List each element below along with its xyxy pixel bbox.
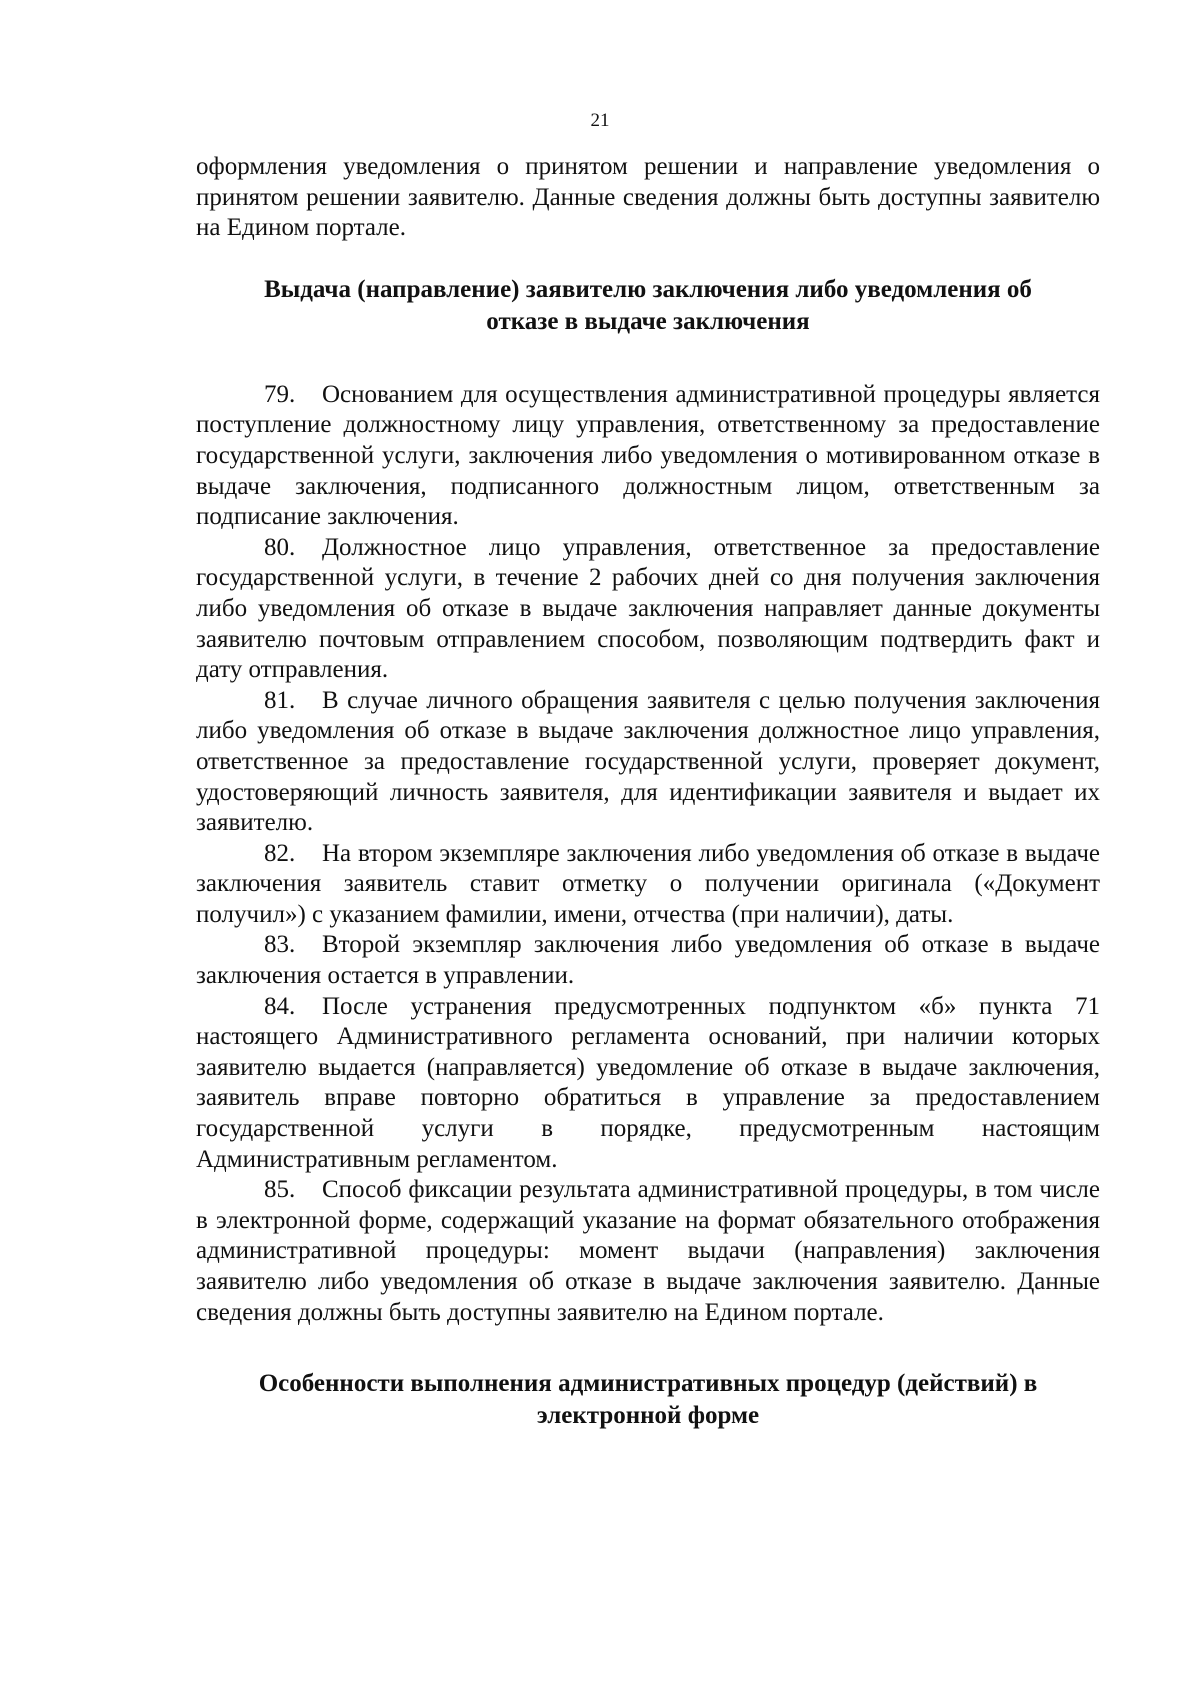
- paragraph-81: [196, 686, 1100, 839]
- paragraph-text: Способ фиксации результата административной процедуры, в том числе в электронной форме, содержащий указание на формат обязательного отображения административной процедуры: момент выдачи (направления) заключения заявителю либо уведомления об отказе в выдаче заключения заявителю. Данные сведения должны быть доступны заявителю на Едином портале.: [196, 1176, 1100, 1326]
- paragraph-number: 83.: [264, 931, 296, 959]
- paragraph-85: [196, 1175, 1100, 1328]
- paragraph-number: 80.: [264, 533, 296, 561]
- intro-paragraph: оформления уведомления о принятом решении и направление уведомления о принятом решении заявителю. Данные сведения должны быть доступны заявителю на Едином портале.: [196, 153, 1100, 242]
- page-number: 21: [590, 110, 610, 131]
- document-body: [196, 152, 1100, 1432]
- paragraph-text: Должностное лицо управления, ответственное за предоставление государственной услуги, в течение 2 рабочих дней со дня получения заключения либо уведомления об отказе в выдаче заключения направляет данные документы заявителю почтовым отправлением способом, позволяющим подтвердить факт и дату отправления.: [196, 533, 1100, 684]
- paragraph-text: Основанием для осуществления административной процедуры является поступление должностному лицу управления, ответственному за предоставление государственной услуги, заключения либо уведомления о мотивированном отказе в выдаче заключения, подписанного должностным лицом, ответственным за подписание заключения.: [196, 380, 1100, 531]
- paragraph-80: [196, 533, 1100, 686]
- paragraph-number: 82.: [264, 839, 296, 867]
- paragraph-number: 84.: [264, 992, 296, 1020]
- paragraph-number: 79.: [264, 380, 296, 408]
- paragraph-text: Второй экземпляр заключения либо уведомления об отказе в выдаче заключения остается в управлении.: [196, 931, 1100, 990]
- paragraph-79: [196, 380, 1100, 533]
- section-heading-issuance-line-2: отказе в выдаче заключения: [486, 307, 810, 335]
- paragraph-text: После устранения предусмотренных подпунктом «б» пункта 71 настоящего Административного регламента оснований, при наличии которых заявителю выдается (направляется) уведомление об отказе в выдаче заключения, заявитель вправе повторно обратиться в управление за предоставлением государственной услуги в порядке, предусмотренным настоящим Административным регламентом.: [196, 992, 1100, 1173]
- section-heading-electronic-line-2: электронной форме: [536, 1402, 760, 1430]
- paragraph-text: В случае личного обращения заявителя с целью получения заключения либо уведомления об отказе в выдаче заключения должностное лицо управления, ответственное за предоставление государственной услуги, проверяет документ, удостоверяющий личность заявителя, для идентификации заявителя и выдает их заявителю.: [196, 686, 1100, 837]
- paragraph-83: [196, 930, 1100, 991]
- paragraph-number: 81.: [264, 686, 296, 714]
- section-heading-issuance-line-1: Выдача (направление) заявителю заключения либо уведомления об: [264, 275, 1032, 303]
- section-heading-issuance: [196, 274, 1100, 338]
- paragraph-84: [196, 992, 1100, 1176]
- section-heading-electronic: [196, 1368, 1100, 1432]
- paragraph-number: 85.: [264, 1176, 296, 1204]
- section-heading-electronic-line-1: Особенности выполнения административных процедур (действий) в: [258, 1370, 1038, 1398]
- paragraph-82: [196, 839, 1100, 931]
- paragraph-text: На втором экземпляре заключения либо уведомления об отказе в выдаче заключения заявитель ставит отметку о получении оригинала («Документ получил») с указанием фамилии, имени, отчества (при наличии), даты.: [196, 839, 1100, 928]
